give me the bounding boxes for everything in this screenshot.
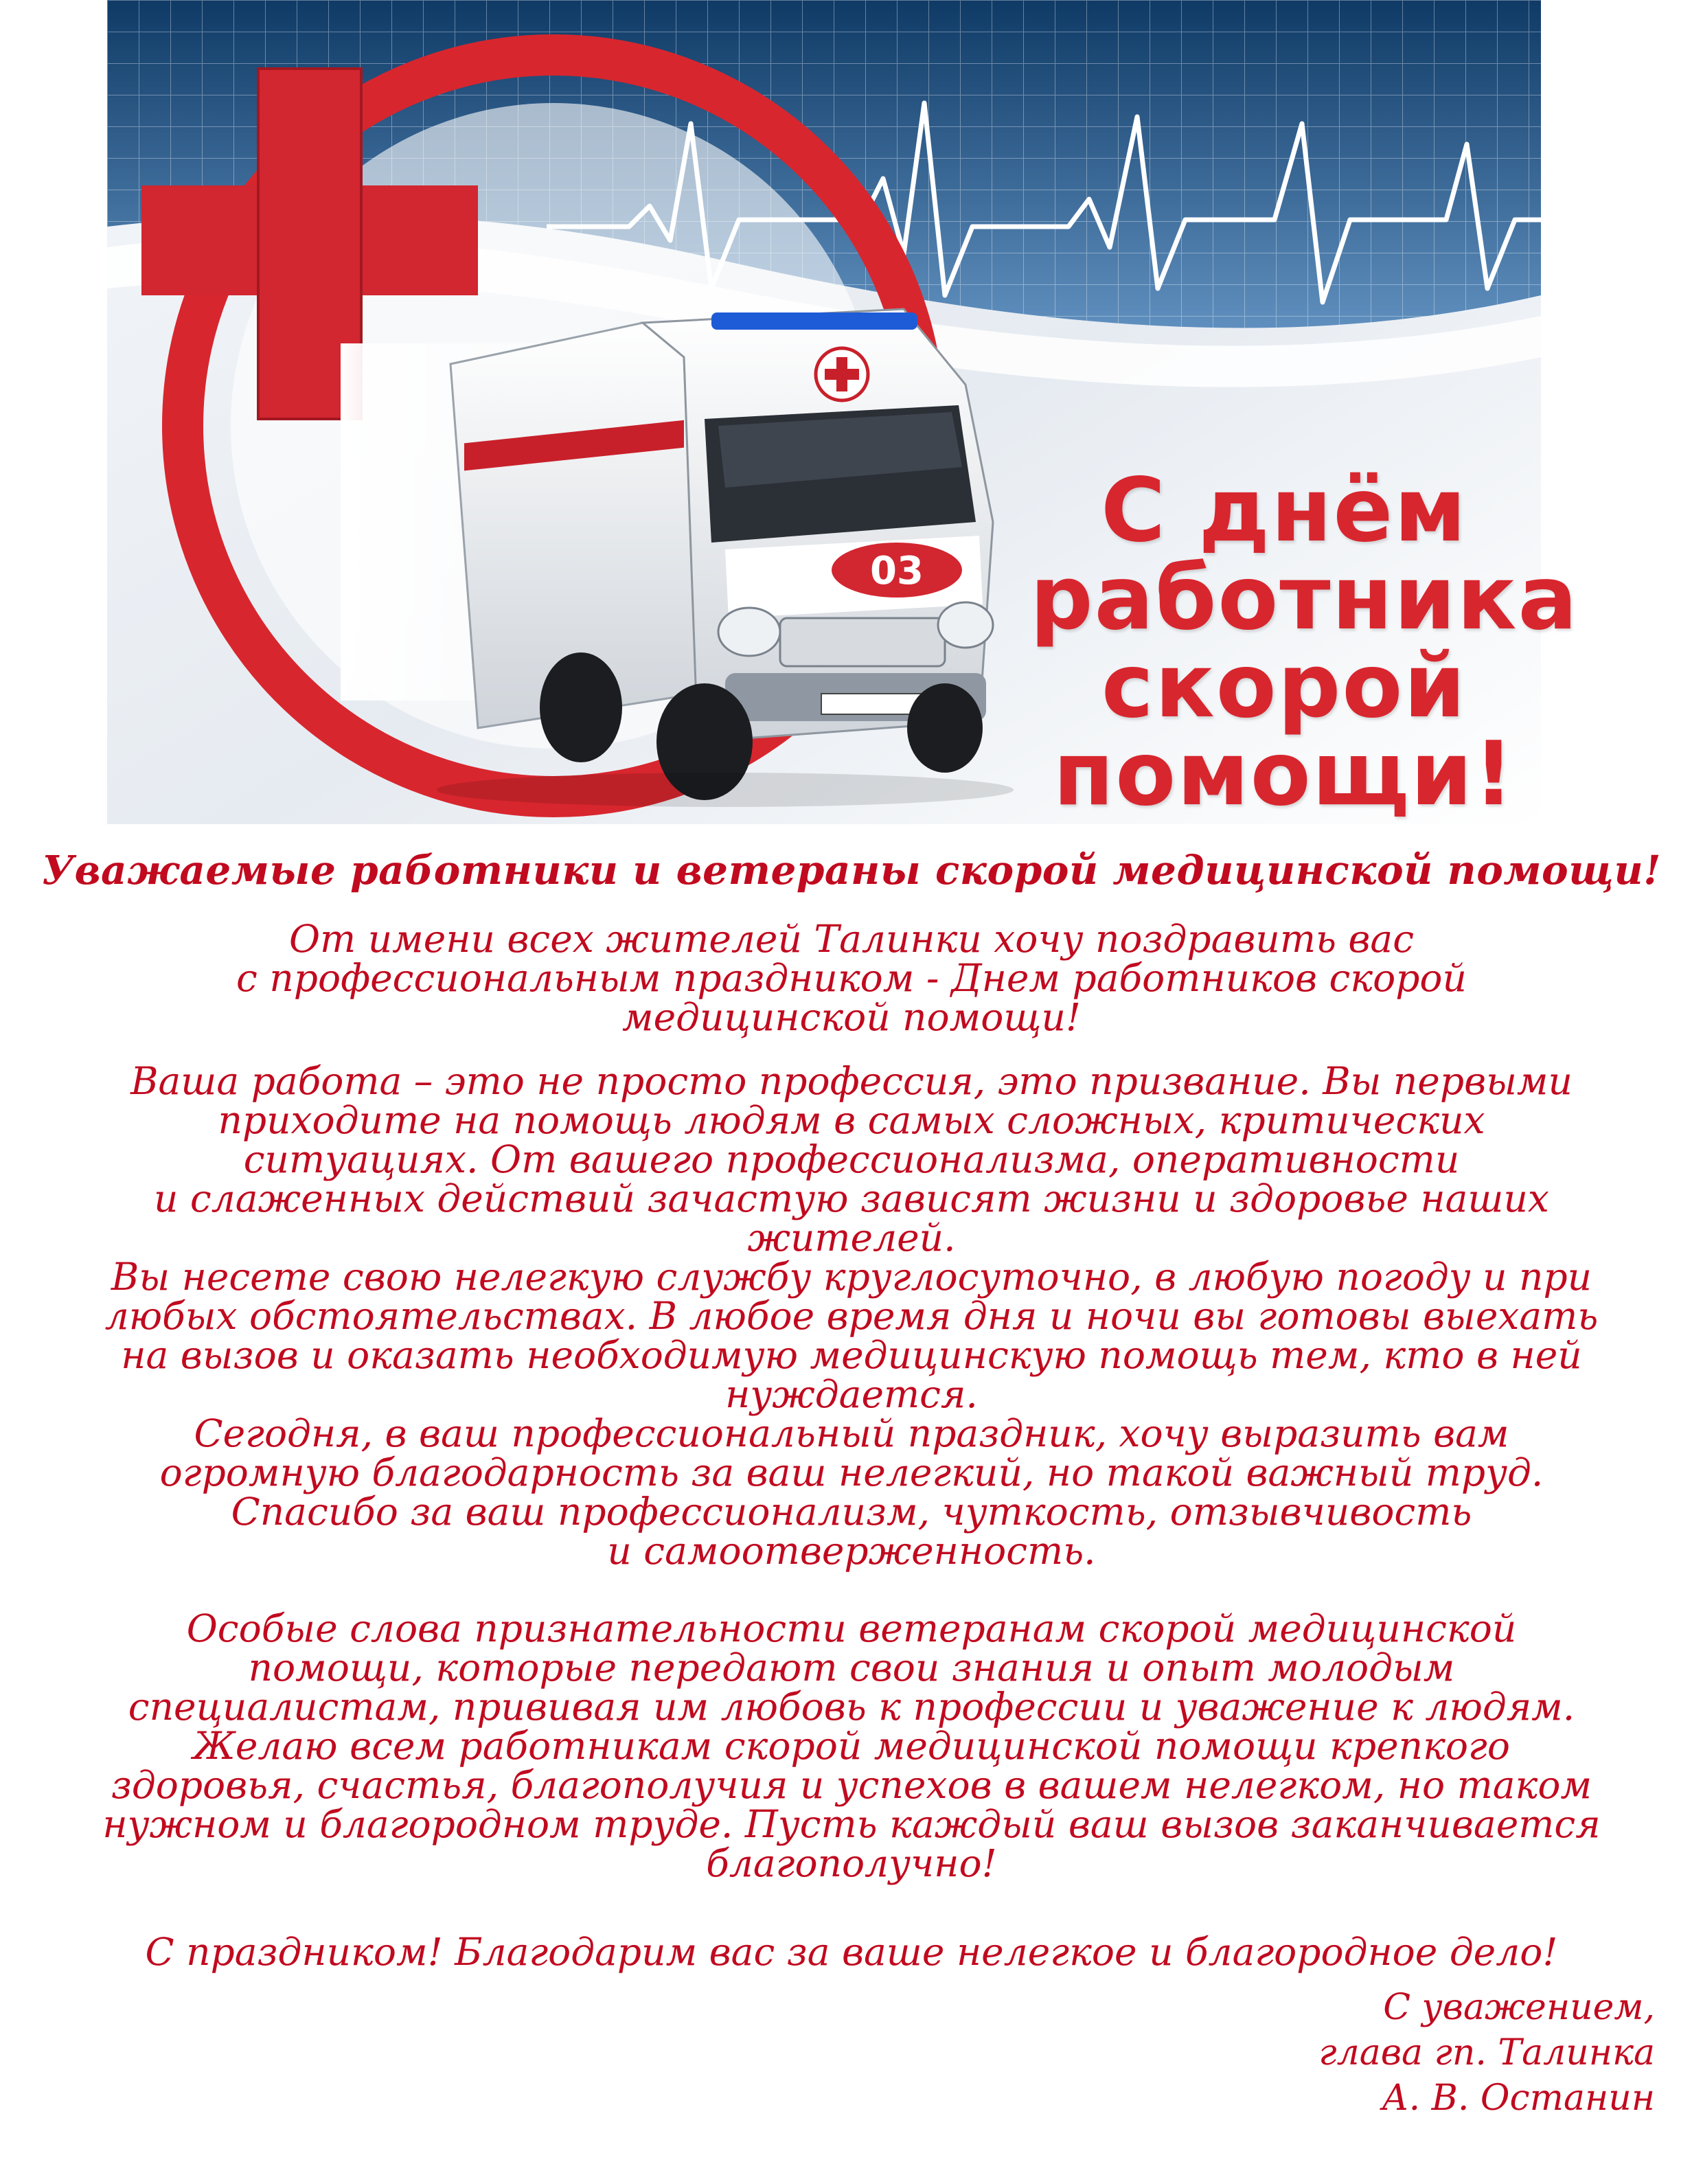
text-line: с профессиональным праздником - Днем работников скорой: [236, 956, 1467, 1000]
text-line: Желаю всем работникам скорой медицинской помощи крепкого: [193, 1724, 1510, 1768]
text-line: здоровья, счастья, благополучия и успехов в вашем нелегком, но таком: [111, 1763, 1592, 1807]
text-line: на вызов и оказать необходимую медицинскую помощь тем, кто в ней: [121, 1333, 1582, 1377]
text-line: специалистам, прививая им любовь к профессии и уважение к людям.: [128, 1685, 1575, 1729]
greeting-line-1: С днём: [1101, 459, 1467, 562]
signature-greeting: С уважением,: [1383, 1987, 1655, 2028]
closing-line: С праздником! Благодарим вас за ваше нелегкое и благородное дело!: [145, 1930, 1558, 1974]
paragraph-3: [0, 1255, 1703, 1416]
signature-name: А. В. Останин: [1382, 2078, 1655, 2119]
signature-block: [1318, 1985, 1655, 2121]
text-line: От имени всех жителей Талинки хочу поздравить вас: [288, 917, 1415, 961]
text-line: нуждается.: [725, 1372, 978, 1416]
text-line: благополучно!: [706, 1841, 997, 1885]
text-line: жителей.: [747, 1216, 956, 1260]
text-line: Вы несете свою нелегкую службу круглосуточно, в любую погоду и при: [111, 1255, 1592, 1299]
text-line: Спасибо за ваш профессионализм, чуткость, отзывчивость: [231, 1490, 1472, 1534]
text-line: ситуациях. От вашего профессионализма, оперативности: [243, 1137, 1460, 1181]
greeting-line-3: скорой: [1101, 635, 1467, 738]
text-line: Особые слова признательности ветеранам скорой медицинской: [186, 1606, 1517, 1650]
paragraph-4: [0, 1411, 1703, 1573]
letter-body: [0, 848, 1703, 1972]
text-line: любых обстоятельствах. В любое время дня и ночи вы готовы выехать: [104, 1294, 1599, 1338]
text-line: Ваша работа – это не просто профессия, это призвание. Вы первыми: [130, 1059, 1573, 1103]
text-line: приходите на помощь людям в самых сложных, критических: [218, 1098, 1485, 1142]
greeting-line-2: работника: [1030, 547, 1579, 650]
text-line: помощи, которые передают свои знания и опыт молодым: [248, 1646, 1455, 1690]
text-line: медицинской помощи!: [622, 995, 1081, 1039]
banner-greeting: [1030, 459, 1579, 826]
ambulance-number: 03: [870, 549, 924, 593]
text-line: огромную благодарность за ваш нелегкий, но такой важный труд.: [159, 1451, 1544, 1494]
text-line: Сегодня, в ваш профессиональный праздник, хочу выразить вам: [194, 1411, 1509, 1455]
greeting-line-4: помощи!: [1053, 723, 1516, 826]
text-line: и слаженных действий зачастую зависят жизни и здоровье наших: [154, 1176, 1549, 1220]
signature-title: глава гп. Талинка: [1318, 2032, 1655, 2073]
paragraph-2: [0, 1059, 1703, 1260]
paragraph-5: [0, 1606, 1703, 1885]
letter-heading: Уважаемые работники и ветераны скорой медицинской помощи!: [41, 847, 1662, 894]
text-line: и самоотверженность.: [607, 1529, 1096, 1573]
text-line: нужном и благородном труде. Пусть каждый ваш вызов заканчивается: [102, 1802, 1601, 1846]
paragraph-1: [0, 917, 1703, 1039]
